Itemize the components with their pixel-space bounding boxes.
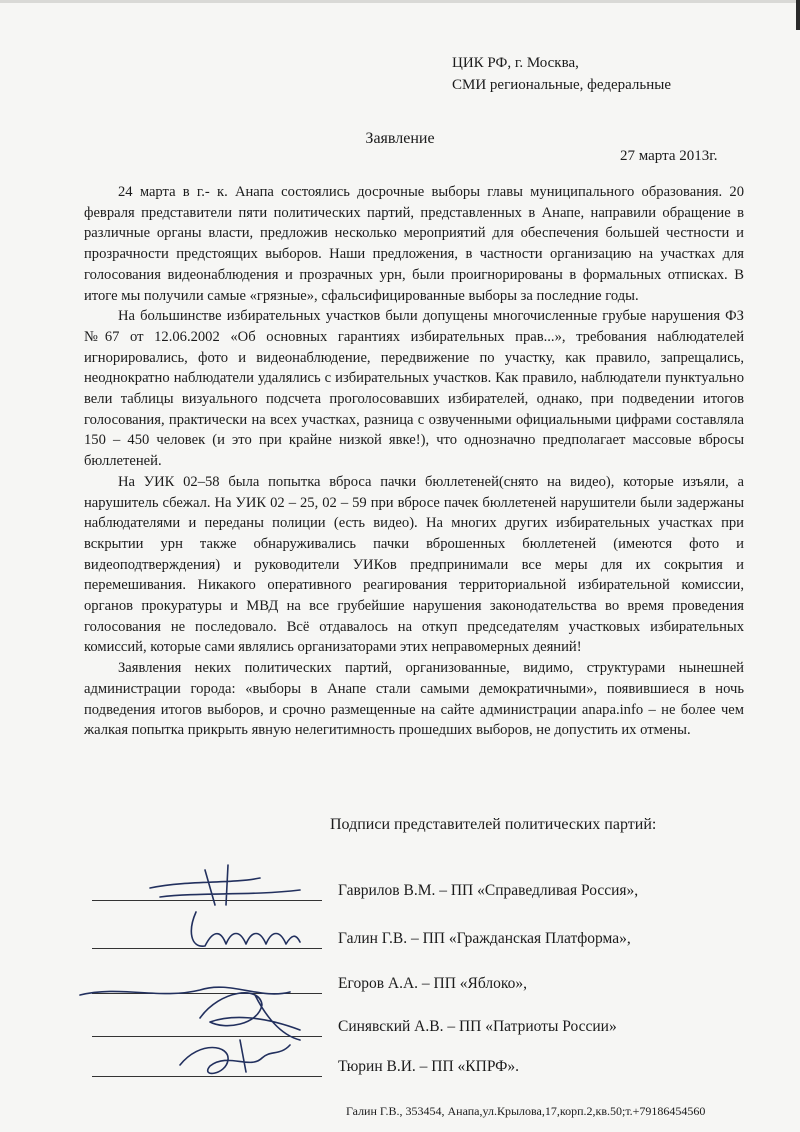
signatory-row-4 [0,1008,800,1048]
scan-edge-top [0,0,800,3]
signatory-name-3: Егоров А.А. – ПП «Яблоко», [338,975,527,992]
signatory-row-3 [0,965,800,1005]
paragraph-4: Заявления неких политических партий, организованные, видимо, структурами нынешней администрации города: «выборы в Анапе стали самыми демократичными», появившиеся в ночь подведения итогов выборов, и срочно размещенные на сайте администрации anapa.info – не более чем жалкая попытка прикрыть явную нелегитимность прошедших выборов, не допустить их отмены. [84,660,744,739]
paragraph-1: 24 марта в г.- к. Анапа состоялись досрочные выборы главы муниципального образования. 20 февраля представители пяти политических партий, представленных в Анапе, направили обращение в различные органы власти, предложив несколько мероприятий для обеспечения большей честности и прозрачности предстоящих выборов. Наши предложения, в частности организацию на участках для голосования видеонаблюдения и прозрачных урн, были проигнорированы в формальных отписках. В итоге мы получили самые «грязные», сфальсифицированные выборы за последние годы. [84,184,744,304]
signatory-row-2 [0,920,800,960]
signatory-name-2: Галин Г.В. – ПП «Гражданская Платформа», [338,930,631,947]
signature-line [92,993,322,994]
signature-line [92,1036,322,1037]
signature-line [92,1076,322,1077]
signatory-name-4: Синявский А.В. – ПП «Патриоты России» [338,1018,617,1035]
signatory-row-5 [0,1048,800,1088]
paragraph-3: На УИК 02–58 была попытка вброса пачки бюллетеней(снято на видео), которые изъяли, а нарушитель сбежал. На УИК 02 – 25, 02 – 59 при вбросе пачек бюллетеней нарушители были задержаны наблюдателями и переданы полиции (есть видео). На многих других избирательных участках при вскрытии урн также обнаруживались пачки вброшенных бюллетеней (имеются фото и видеоподтверждения) и руководители УИКов предпринимали все меры для их сокрытия и перемешивания. Никакого оперативного реагирования территориальной избирательной комиссии, органов прокуратуры и МВД на все грубейшие нарушения законодательства во время проведения голосования не последовало. Всё отдавалось на откуп председателям участковых избирательных комиссий, которые сами являлись организаторами этих неправомерных деяний! [84,473,744,656]
statement-body [84,182,744,741]
paragraph-2: На большинстве избирательных участков были допущены многочисленные грубые нарушения ФЗ №67 от 12.06.2002 «Об основных гарантиях избирательных прав...», требования наблюдателей игнорировались, фото и видеонаблюдение, передвижение по участку, как правило, запрещались, неоднократно наблюдатели удалялись с избирательных участков. Как правило, наблюдатели пунктуально вели таблицы визуального подсчета проголосовавших избирателей, однако, при подведении итогов голосования, практически на всех участках, разница с озвученными официальными цифрами составляла 150 – 450 человек (и это при крайне низкой явке!), что однозначно предполагает массовые вбросы бюллетеней. [84,308,744,470]
recipient-block [452,52,671,96]
signatory-name-1: Гаврилов В.М. – ПП «Справедливая Россия», [338,882,639,899]
recipient-line-1: ЦИК РФ, г. Москва, [452,55,579,71]
recipient-line-2: СМИ региональные, федеральные [452,77,672,93]
scan-edge-mark [796,0,800,30]
signatory-row-1 [0,872,800,912]
signatures-heading: Подписи представителей политических партий: [330,816,657,833]
contact-footer: Галин Г.В., 353454, Анапа,ул.Крылова,17,корп.2,кв.50;т.+79186454560 [346,1104,706,1118]
signatory-name-5: Тюрин В.И. – ПП «КПРФ». [338,1058,520,1075]
signature-line [92,948,322,949]
document-title: Заявление [365,130,435,147]
signature-line [92,900,322,901]
document-date: 27 марта 2013г. [620,148,718,164]
